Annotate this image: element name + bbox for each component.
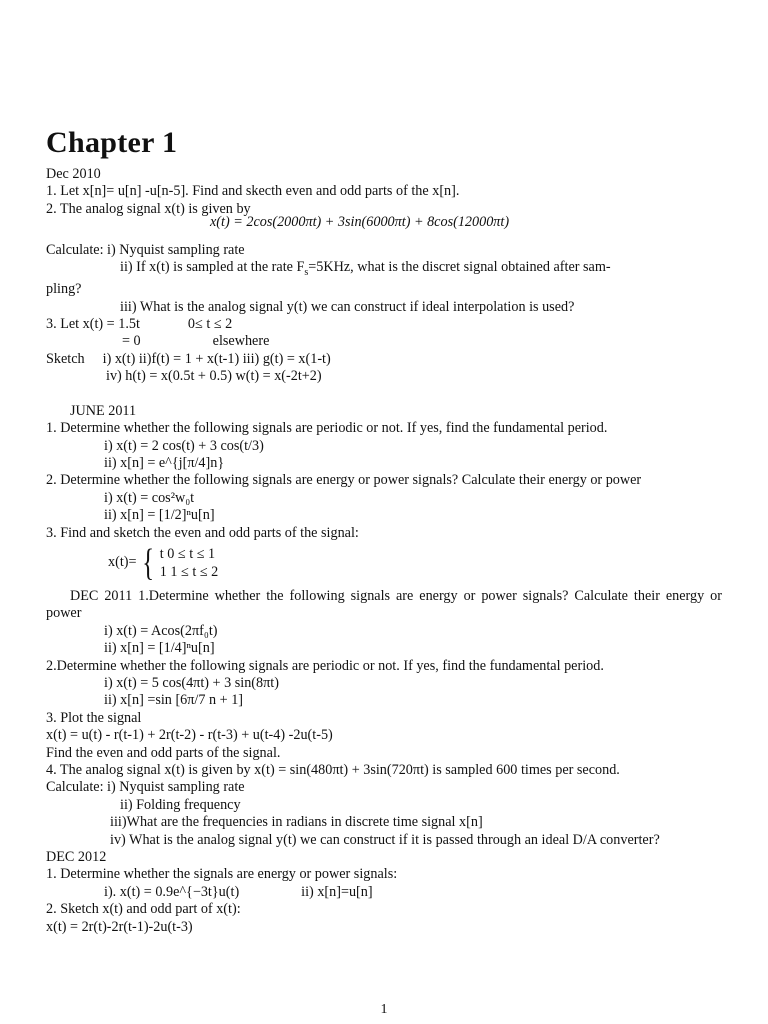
question-line: 3. Find and sketch the even and odd parts of the signal: bbox=[46, 524, 359, 541]
case-line: t 0 ≤ t ≤ 1 bbox=[159, 545, 216, 562]
question-line: 2. Sketch x(t) and odd part of x(t): bbox=[46, 901, 241, 918]
text-span: ii) If x(t) is sampled at the rate F bbox=[120, 259, 305, 276]
case-line: 1 1 ≤ t ≤ 2 bbox=[159, 563, 219, 580]
text-span: ii) x[n]=u[n] bbox=[301, 883, 373, 900]
question-line: Calculate: i) Nyquist sampling rate bbox=[46, 779, 245, 796]
question-line: 3. Plot the signal bbox=[46, 709, 142, 726]
text-span: Sketch bbox=[46, 350, 85, 367]
question-line bbox=[46, 884, 722, 901]
question-line: 2. The analog signal x(t) is given by bbox=[46, 200, 251, 217]
chapter-title: Chapter 1 bbox=[46, 126, 178, 159]
question-line: ii) x[n] = [1/2]ⁿu[n] bbox=[104, 507, 215, 524]
question-line: 4. The analog signal x(t) is given by x(t) = sin(480πt) + 3sin(720πt) is sampled 600 times per second. bbox=[46, 762, 620, 779]
equation-line: x(t) = 2cos(2000πt) + 3sin(6000πt) + 8cos(12000πt) bbox=[210, 214, 510, 231]
document-body bbox=[46, 166, 722, 936]
text-span: =5KHz, what is the discret signal obtained after sam- bbox=[308, 259, 611, 276]
left-brace-icon: { bbox=[141, 541, 154, 584]
text-span: i). x(t) = 0.9e^{−3t}u(t) bbox=[104, 883, 240, 900]
question-line bbox=[46, 316, 722, 333]
page-number: 1 bbox=[380, 1002, 388, 1017]
question-line: iv) h(t) = x(0.5t + 0.5) w(t) = x(-2t+2) bbox=[106, 368, 322, 385]
question-line: ii) x[n] =sin [6π/7 n + 1] bbox=[104, 692, 244, 709]
question-line bbox=[46, 333, 722, 350]
question-line: 2.Determine whether the following signals are periodic or not. If yes, find the fundamental period. bbox=[46, 657, 604, 674]
section-heading: JUNE 2011 bbox=[70, 402, 137, 419]
piecewise-definition bbox=[46, 541, 722, 584]
question-line: i) x(t) = cos²w₀t bbox=[104, 489, 195, 506]
text-span: = 0 bbox=[122, 333, 141, 350]
question-line bbox=[46, 351, 722, 368]
question-line: pling? bbox=[46, 281, 82, 298]
question-line: iii) What is the analog signal y(t) we can construct if ideal interpolation is used? bbox=[120, 298, 575, 315]
question-line: Calculate: i) Nyquist sampling rate bbox=[46, 241, 245, 258]
question-line bbox=[46, 259, 722, 281]
question-line: 1. Determine whether the following signals are periodic or not. If yes, find the fundamental period. bbox=[46, 420, 608, 437]
question-line: ii) x[n] = e^{j[π/4]n} bbox=[104, 454, 225, 471]
section-heading: Dec 2010 bbox=[46, 166, 101, 182]
piecewise-cases bbox=[160, 545, 219, 581]
question-line: i) x(t) = Acos(2πf₀t) bbox=[104, 622, 218, 639]
question-line: Find the even and odd parts of the signal. bbox=[46, 744, 281, 761]
text-span: elsewhere bbox=[212, 333, 270, 350]
text-span: x(t)= bbox=[108, 554, 137, 571]
question-line: iii)What are the frequencies in radians in discrete time signal x[n] bbox=[110, 814, 483, 831]
question-line: i) x(t) = 5 cos(4πt) + 3 sin(8πt) bbox=[104, 674, 279, 691]
question-line: x(t) = 2r(t)-2r(t-1)-2u(t-3) bbox=[46, 918, 193, 935]
question-line: DEC 2011 1.Determine whether the following signals are energy or power signals? Calculate their energy or power bbox=[46, 587, 722, 622]
question-line: i) x(t) = 2 cos(t) + 3 cos(t/3) bbox=[104, 437, 264, 454]
question-line: x(t) = u(t) - r(t-1) + 2r(t-2) - r(t-3) + u(t-4) -2u(t-5) bbox=[46, 727, 333, 744]
question-line: 2. Determine whether the following signals are energy or power signals? Calculate their energy or power bbox=[46, 472, 642, 489]
section-heading: DEC 2012 bbox=[46, 849, 107, 866]
text-span: 3. Let x(t) = 1.5t bbox=[46, 316, 140, 333]
question-line: ii) x[n] = [1/4]ⁿu[n] bbox=[104, 640, 215, 657]
question-line: ii) Folding frequency bbox=[120, 796, 241, 813]
subscript: s bbox=[304, 266, 309, 278]
text-span: i) x(t) ii)f(t) = 1 + x(t-1) iii) g(t) = x(1-t) bbox=[102, 350, 331, 367]
question-line: iv) What is the analog signal y(t) we can construct if it is passed through an ideal D/A converter? bbox=[110, 831, 660, 848]
text-span: 0≤ t ≤ 2 bbox=[187, 316, 233, 333]
question-line: 1. Determine whether the signals are energy or power signals: bbox=[46, 866, 398, 883]
question-line: 1. Let x[n]= u[n] -u[n-5]. Find and skecth even and odd parts of the x[n]. bbox=[46, 183, 460, 200]
